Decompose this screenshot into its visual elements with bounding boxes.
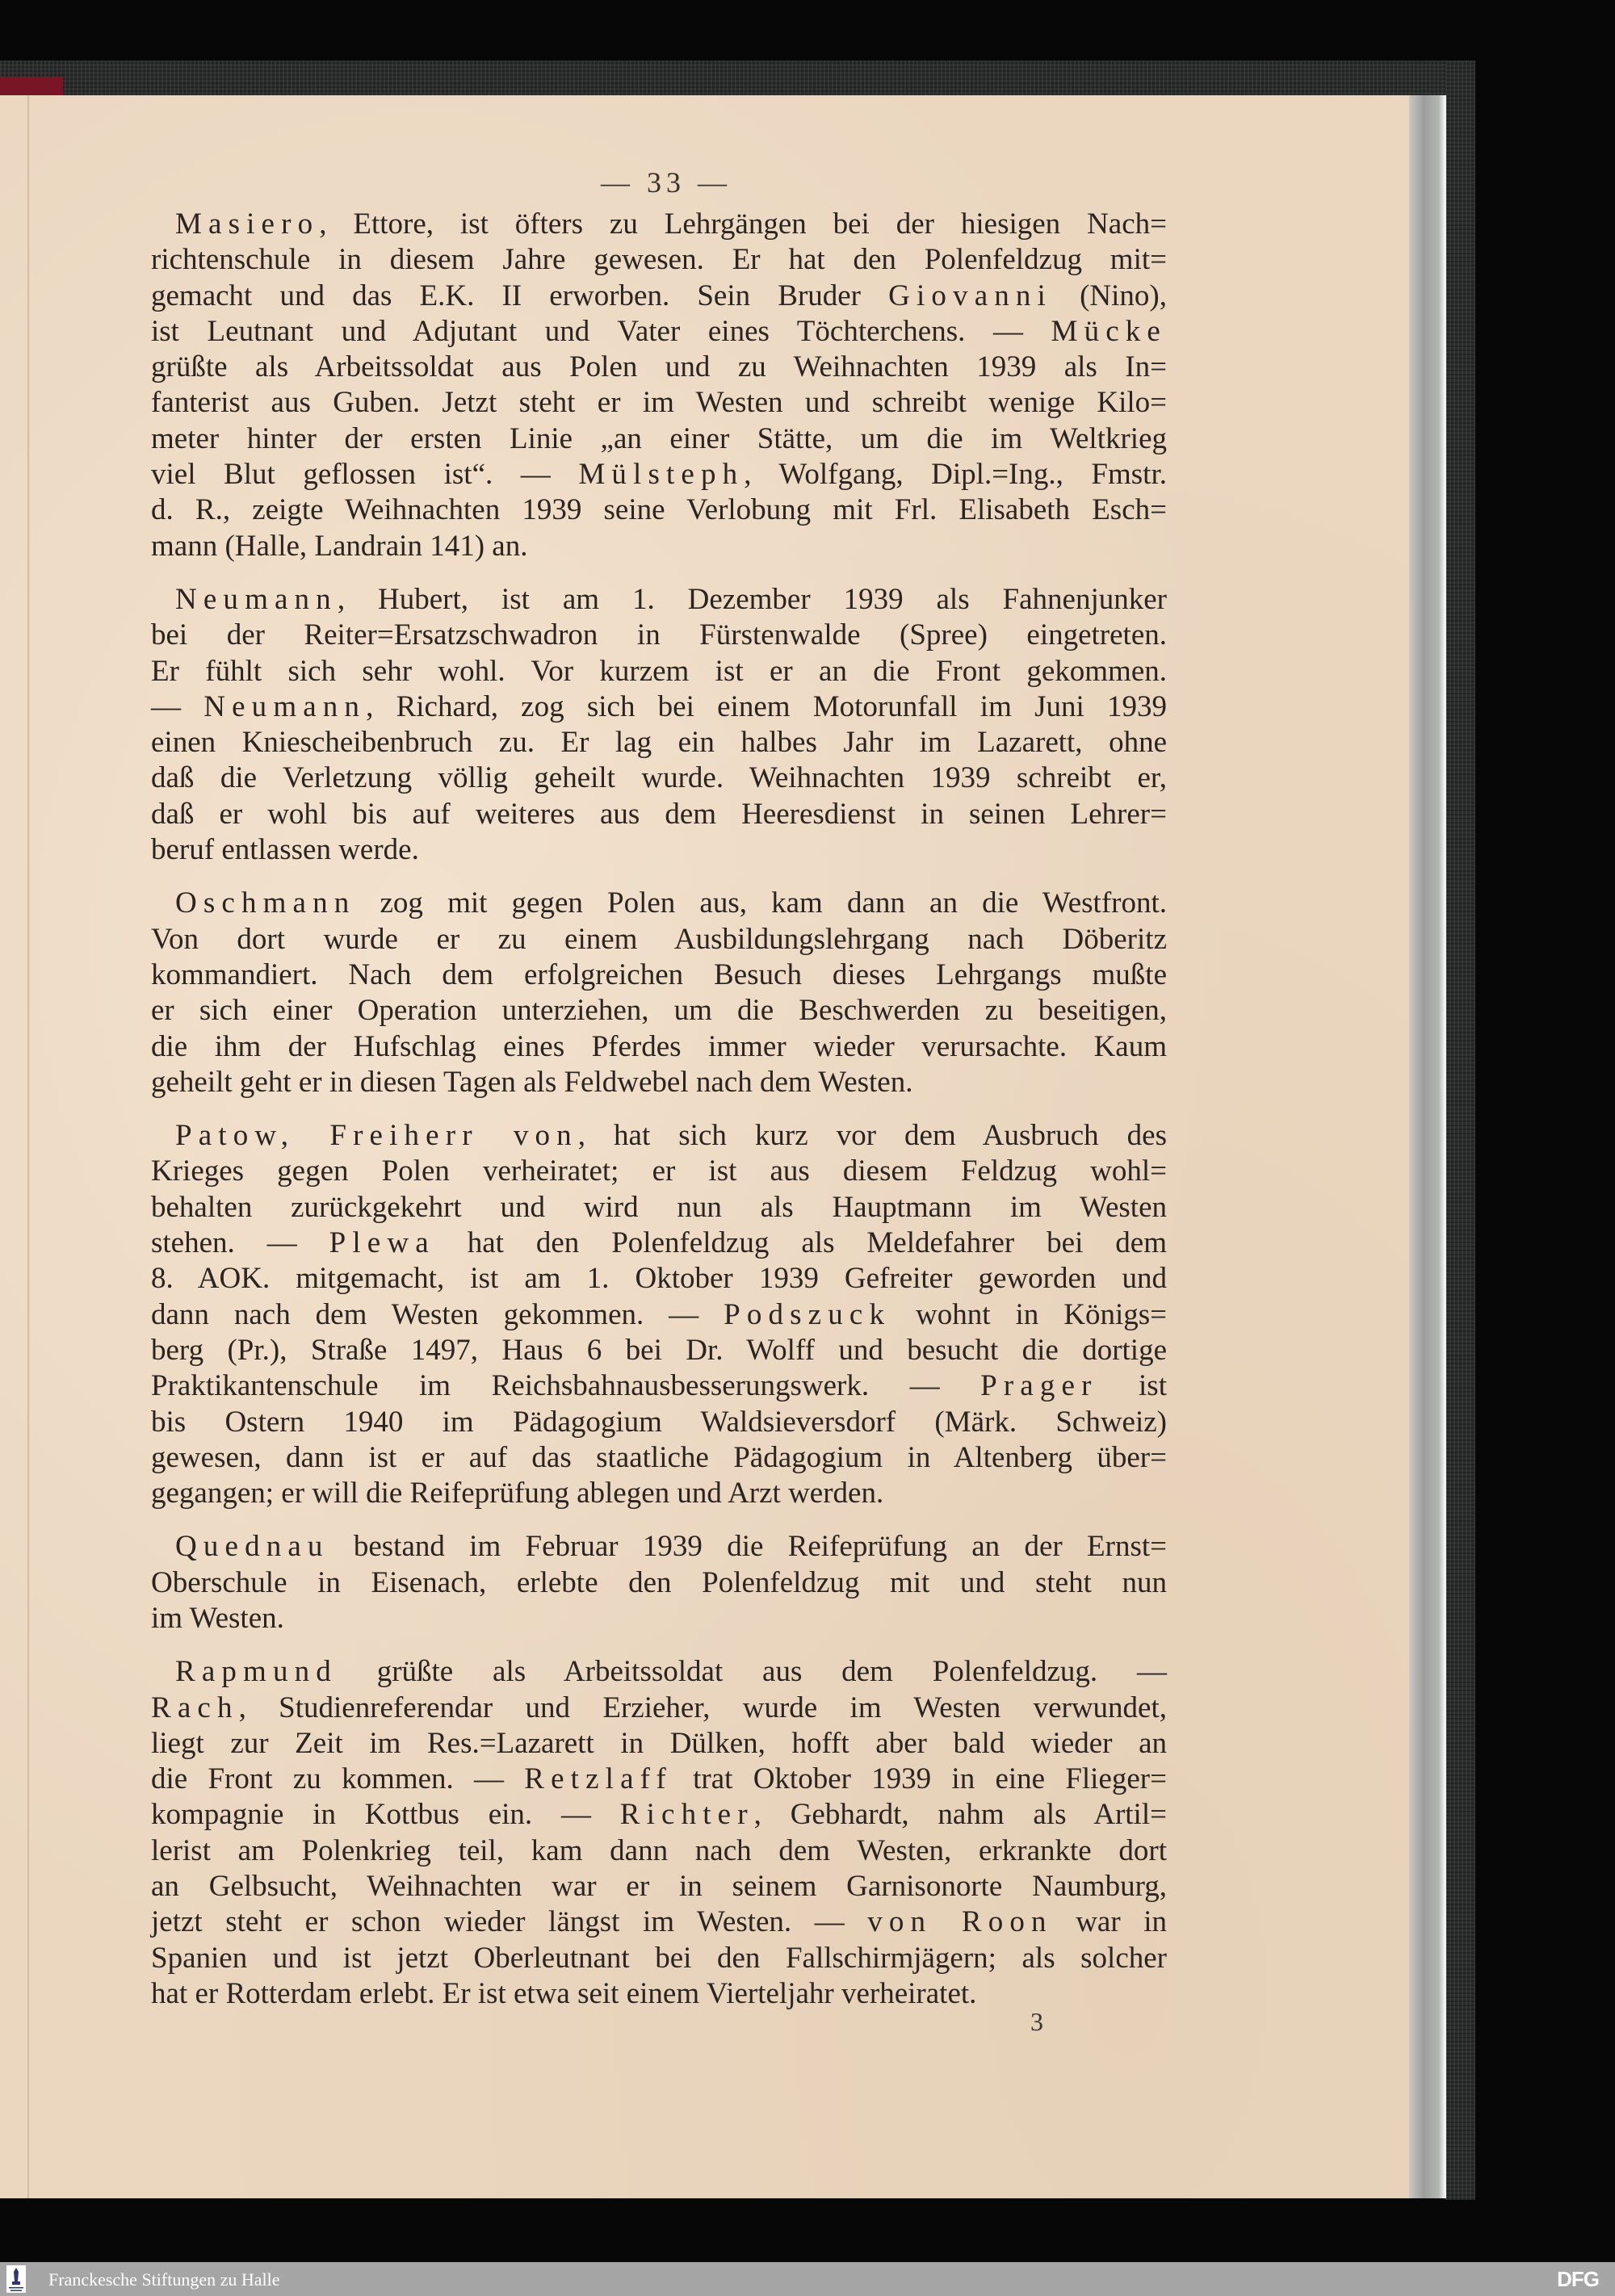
person-name: Plewa <box>329 1226 435 1260</box>
text-segment: gewesen, dann ist er auf das staatliche Pädagogium in Altenberg über= <box>151 1440 1167 1474</box>
text-line <box>151 1654 1167 1690</box>
text-segment: , hat sich kurz vor dem Ausbruch des <box>577 1119 1167 1153</box>
text-line <box>151 207 1167 242</box>
text-line <box>151 1118 1167 1154</box>
text-segment: d. R., zeigte Weihnachten 1939 seine Verlobung mit Frl. Elisabeth Esch= <box>151 493 1167 527</box>
text-segment: hat er Rotterdam erlebt. Er ist etwa seit einem Vierteljahr verheiratet. <box>151 1976 977 2010</box>
headband <box>0 77 63 96</box>
text-line <box>151 1261 1167 1297</box>
text-line <box>151 1762 1167 1797</box>
text-line <box>151 1405 1167 1440</box>
text-line <box>151 1190 1167 1226</box>
text-line <box>151 1529 1167 1565</box>
text-segment: lerist am Polenkrieg teil, kam dann nach dem Westen, erkrankte dort <box>151 1833 1167 1867</box>
person-name: Rach <box>151 1691 239 1724</box>
person-name: Prager <box>980 1369 1098 1403</box>
person-name: Quednau <box>175 1530 329 1564</box>
text-segment: hat den Polenfeldzug als Meldefahrer bei dem <box>434 1226 1168 1260</box>
text-segment: 8. AOK. mitgemacht, ist am 1. Oktober 1939 Gefreiter geworden und <box>151 1262 1167 1296</box>
page-gutter <box>27 95 31 2198</box>
text-line <box>151 1601 1167 1636</box>
text-line <box>151 832 1167 868</box>
text-segment: behalten zurückgekehrt und wird nun als Hauptmann im Westen <box>151 1190 1167 1224</box>
text-segment: Spanien und ist jetzt Oberleutnant bei den Fallschirmjägern; als solcher <box>151 1941 1167 1975</box>
text-segment: ist <box>1097 1369 1167 1403</box>
text-line <box>151 582 1167 618</box>
paragraph <box>151 1529 1167 1636</box>
text-line <box>151 797 1167 832</box>
text-segment: grüßte als Arbeitssoldat aus dem Polenfeldzug. — <box>337 1655 1167 1689</box>
text-line <box>151 760 1167 796</box>
text-segment: beruf entlassen werde. <box>151 833 419 867</box>
text-segment: trat Oktober 1939 in eine Flieger= <box>672 1762 1167 1796</box>
text-segment: viel Blut geflossen ist“. — <box>151 458 579 492</box>
body-text <box>151 207 1167 2030</box>
text-line <box>151 1297 1167 1333</box>
person-name: Mülsteph <box>578 458 745 492</box>
person-name: Podszuck <box>724 1297 891 1331</box>
text-line <box>151 1797 1167 1833</box>
text-segment: Er fühlt sich sehr wohl. Vor kurzem ist er an die Front gekommen. <box>151 654 1167 688</box>
text-segment: bis Ostern 1940 im Pädagogium Waldsieversdorf (Märk. Schweiz) <box>151 1405 1167 1439</box>
text-line <box>151 1333 1167 1368</box>
text-line <box>151 957 1167 993</box>
text-line <box>151 1154 1167 1189</box>
text-line <box>151 279 1167 314</box>
paragraph <box>151 1654 1167 2012</box>
text-segment: im Westen. <box>151 1601 284 1635</box>
text-segment: kommandiert. Nach dem erfolgreichen Besuch dieses Lehrgangs mußte <box>151 957 1167 991</box>
text-segment: grüßte als Arbeitssoldat aus Polen und zu Weihnachten 1939 als In= <box>151 350 1167 384</box>
paragraph <box>151 886 1167 1100</box>
text-segment: bestand im Februar 1939 die Reifeprüfung an der Ernst= <box>329 1530 1167 1564</box>
person-name: Masiero <box>175 207 320 241</box>
text-line <box>151 1904 1167 1940</box>
text-segment: stehen. — <box>151 1226 329 1260</box>
signature-mark: 3 <box>1030 2007 1043 2036</box>
page-number: — 33 — <box>601 166 732 199</box>
text-line <box>151 1869 1167 1904</box>
text-segment: richtenschule in diesem Jahre gewesen. Er hat den Polenfeldzug mit= <box>151 243 1167 277</box>
text-segment: zog mit gegen Polen aus, kam dann an die Westfront. <box>355 886 1167 920</box>
text-segment: , Studienreferendar und Erzieher, wurde im Westen verwundet, <box>238 1691 1167 1724</box>
person-name: von Roon <box>867 1905 1053 1939</box>
text-segment: dann nach dem Westen gekommen. — <box>151 1297 724 1331</box>
text-segment: , Ettore, ist öfters zu Lehrgängen bei der hiesigen Nach= <box>319 207 1167 241</box>
text-segment: (Nino), <box>1051 279 1167 312</box>
book-cover-top-edge <box>0 61 1475 96</box>
text-line <box>151 421 1167 457</box>
text-line <box>151 725 1167 760</box>
person-name: Richter <box>619 1798 754 1832</box>
text-line <box>151 350 1167 385</box>
text-segment: , Gebhardt, nahm als Artil= <box>753 1798 1167 1832</box>
text-segment: kompagnie in Kottbus ein. — <box>151 1798 620 1832</box>
text-segment: meter hinter der ersten Linie „an einer Stätte, um die im Weltkrieg <box>151 421 1167 455</box>
text-segment: gemacht und das E.K. II erworben. Sein Bruder <box>151 279 889 312</box>
text-segment: wohnt in Königs= <box>891 1297 1167 1331</box>
person-name: Rapmund <box>175 1655 338 1689</box>
text-line <box>151 993 1167 1029</box>
text-line <box>151 1226 1167 1261</box>
text-line <box>151 492 1167 528</box>
text-segment: ist Leutnant und Adjutant und Vater eines Töchterchens. — <box>151 314 1051 348</box>
text-line <box>151 529 1167 564</box>
text-segment: an Gelbsucht, Weihnachten war er in seinem Garnisonorte Naumburg, <box>151 1870 1167 1904</box>
text-line <box>151 385 1167 421</box>
text-segment: gegangen; er will die Reifeprüfung ablegen und Arzt werden. <box>151 1477 884 1510</box>
person-name: Neumann <box>203 689 367 723</box>
text-line <box>151 654 1167 689</box>
text-line <box>151 242 1167 278</box>
text-segment: einen Kniescheibenbruch zu. Er lag ein halbes Jahr im Lazarett, ohne <box>151 726 1167 760</box>
text-line <box>151 457 1167 492</box>
text-line <box>151 1726 1167 1762</box>
text-line <box>151 1476 1167 1511</box>
text-segment: Von dort wurde er zu einem Ausbildungslehrgang nach Döberitz <box>151 922 1167 956</box>
text-line <box>151 618 1167 653</box>
person-name: Retzlaff <box>524 1762 673 1796</box>
person-name: Giovanni <box>888 279 1052 312</box>
text-segment: fanterist aus Guben. Jetzt steht er im Westen und schreibt wenige Kilo= <box>151 386 1167 420</box>
text-line <box>151 1029 1167 1065</box>
text-segment: , Hubert, ist am 1. Dezember 1939 als Fahnenjunker <box>337 582 1167 616</box>
person-name: Patow, Freiherr von <box>175 1119 578 1153</box>
paragraph <box>151 582 1167 868</box>
text-line <box>151 1440 1167 1476</box>
paragraph <box>151 1118 1167 1511</box>
text-line <box>151 922 1167 957</box>
text-segment: , Richard, zog sich bei einem Motorunfall im Juni 1939 <box>366 689 1168 723</box>
text-line <box>151 1065 1167 1100</box>
text-segment: bei der Reiter=Ersatzschwadron in Fürstenwalde (Spree) eingetreten. <box>151 618 1167 652</box>
text-line <box>151 1941 1167 1976</box>
text-line <box>151 314 1167 350</box>
text-segment: Oberschule in Eisenach, erlebte den Polenfeldzug mit und steht nun <box>151 1565 1167 1599</box>
text-segment: , Wolfgang, Dipl.=Ing., Fmstr. <box>744 458 1167 492</box>
text-line <box>151 1565 1167 1601</box>
page-stack-edge <box>1409 95 1446 2198</box>
text-line <box>151 689 1167 725</box>
text-segment: daß er wohl bis auf weiteres aus dem Heeresdienst in seinen Lehrer= <box>151 797 1167 831</box>
text-segment: geheilt geht er in diesen Tagen als Feldwebel nach dem Westen. <box>151 1065 913 1099</box>
text-segment: die ihm der Hufschlag eines Pferdes immer wieder verursachte. Kaum <box>151 1029 1167 1063</box>
book-cover-right-edge <box>1445 61 1475 2200</box>
paragraph <box>151 207 1167 564</box>
text-segment: jetzt steht er schon wieder längst im Westen. — <box>151 1905 868 1939</box>
text-segment: Krieges gegen Polen verheiratet; er ist aus diesem Feldzug wohl= <box>151 1154 1167 1188</box>
text-line <box>151 886 1167 921</box>
text-segment: mann (Halle, Landrain 141) an. <box>151 529 528 563</box>
institution-name[interactable]: Franckesche Stiftungen zu Halle <box>48 2269 280 2290</box>
institution-logo-icon <box>6 2265 26 2293</box>
footer-bar <box>0 2262 1615 2296</box>
text-line <box>151 1691 1167 1726</box>
person-name: Mücke <box>1051 314 1167 348</box>
text-segment: — <box>151 689 204 723</box>
text-segment: daß die Verletzung völlig geheilt wurde. Weihnachten 1939 schreibt er, <box>151 761 1167 795</box>
person-name: Oschmann <box>175 886 356 920</box>
text-line <box>151 1833 1167 1869</box>
text-segment: Praktikantenschule im Reichsbahnausbesserungswerk. — <box>151 1369 981 1403</box>
dfg-logo: DFG <box>1557 2267 1599 2291</box>
text-segment: liegt zur Zeit im Res.=Lazarett in Dülken, hofft aber bald wieder an <box>151 1726 1167 1760</box>
text-line <box>151 1976 1167 2012</box>
text-line <box>151 1368 1167 1404</box>
text-segment: berg (Pr.), Straße 1497, Haus 6 bei Dr. Wolff und besucht die dortige <box>151 1333 1167 1367</box>
text-segment: war in <box>1052 1905 1167 1939</box>
person-name: Neumann <box>175 582 338 616</box>
text-segment: er sich einer Operation unterziehen, um die Beschwerden zu beseitigen, <box>151 994 1167 1028</box>
text-segment: die Front zu kommen. — <box>151 1762 525 1796</box>
